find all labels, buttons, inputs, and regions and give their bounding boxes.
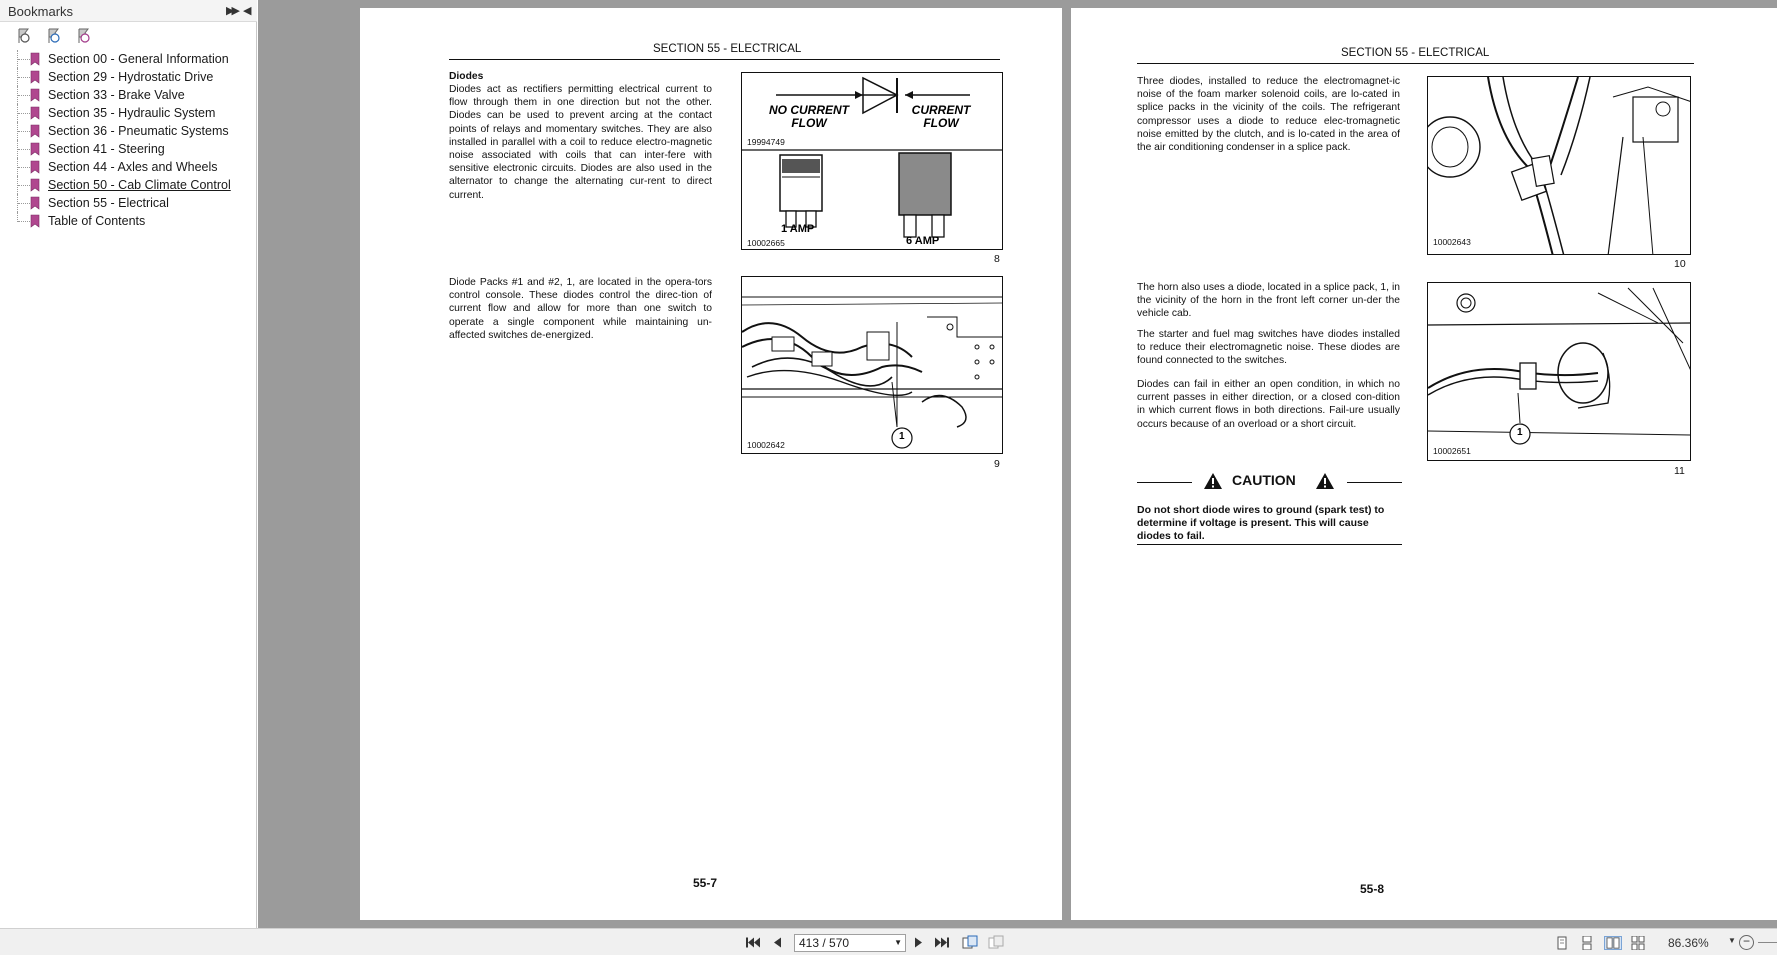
bookmark-icon	[30, 52, 40, 66]
section-header: SECTION 55 - ELECTRICAL	[1341, 47, 1490, 59]
document-view[interactable]	[258, 0, 1777, 928]
callout-1: 1	[1517, 427, 1523, 438]
bookmark-icon	[30, 160, 40, 174]
caution-rule-left	[1137, 482, 1192, 483]
next-page-icon[interactable]	[913, 935, 925, 950]
bookmark-label: Section 50 - Cab Climate Control	[48, 178, 231, 192]
bookmark-label: Section 55 - Electrical	[48, 196, 169, 210]
starter-paragraph: The starter and fuel mag switches have diodes installed to reduce their electromagnetic noise. These diodes are found connected to the switches.	[1137, 329, 1400, 367]
page-55-8	[1071, 8, 1777, 920]
bookmark-item[interactable]	[12, 176, 252, 194]
bookmark-options-icon[interactable]	[74, 27, 92, 45]
bookmark-item[interactable]	[12, 50, 252, 68]
bookmarks-header	[0, 0, 257, 22]
bookmark-item[interactable]	[12, 68, 252, 86]
no-current-line2: FLOW	[791, 116, 827, 130]
header-rule	[1137, 63, 1694, 64]
bookmark-label: Section 00 - General Information	[48, 52, 229, 66]
bookmark-label: Section 33 - Brake Valve	[48, 88, 185, 102]
figure-id-top: 19994749	[747, 137, 785, 147]
expand-panel-icon[interactable]: ▶▶	[226, 5, 237, 17]
console-wiring-illustration	[742, 277, 1003, 454]
bookmark-label: Section 44 - Axles and Wheels	[48, 160, 218, 174]
figure-id-bottom: 10002665	[747, 238, 785, 248]
expand-bookmarks-icon[interactable]	[14, 27, 32, 45]
bookmarks-panel	[0, 0, 257, 928]
current-line2: FLOW	[923, 116, 959, 130]
figure-11-id: 10002651	[1433, 446, 1471, 456]
bookmark-label: Section 36 - Pneumatic Systems	[48, 124, 229, 138]
continuous-view-icon[interactable]	[1580, 936, 1594, 950]
bookmark-item[interactable]	[12, 158, 252, 176]
previous-view-icon[interactable]	[962, 935, 978, 950]
figure-10-id: 10002643	[1433, 237, 1471, 247]
caution-bottom-rule	[1137, 544, 1402, 545]
figure-9-id: 10002642	[747, 440, 785, 450]
figure-8-number: 8	[994, 253, 1000, 265]
bookmark-label: Section 41 - Steering	[48, 142, 165, 156]
page-dropdown-icon[interactable]: ▼	[894, 938, 902, 947]
no-current-flow-label	[764, 104, 854, 130]
bookmarks-title: Bookmarks	[8, 4, 74, 19]
bookmark-icon	[30, 88, 40, 102]
caution-title: CAUTION	[1232, 472, 1296, 488]
current-line1: CURRENT	[911, 103, 971, 117]
page-number-input[interactable]	[794, 934, 906, 952]
figure-11-horn-splice	[1427, 282, 1691, 461]
first-page-icon[interactable]	[745, 935, 760, 950]
bookmark-item[interactable]	[12, 194, 252, 212]
find-bookmark-icon[interactable]	[44, 27, 62, 45]
zoom-out-icon[interactable]: −	[1739, 935, 1754, 950]
bookmark-icon	[30, 214, 40, 228]
zoom-dropdown-icon[interactable]: ▼	[1728, 936, 1736, 945]
warning-triangle-icon	[1315, 472, 1335, 490]
bottom-toolbar	[0, 928, 1777, 955]
diodes-heading: Diodes	[449, 71, 484, 82]
diodes-paragraph: Diodes act as rectifiers permitting electrical current to flow through them in one direction but not the other. Diodes can be used to prevent arcing at the contact points of relays and momentary switches. They are also installed in parallel with a coil to reduce electro-magnetic noise associated with coils that can inter-fere with sensitive electronic circuits. Diodes are also used in the alternator to change the alternating cur-rent to direct current.	[449, 84, 712, 201]
caution-banner	[1137, 470, 1402, 492]
figure-10-splice-pack	[1427, 76, 1691, 255]
bookmark-label: Section 35 - Hydraulic System	[48, 106, 216, 120]
page-55-7	[360, 8, 1062, 920]
bookmark-icon	[30, 196, 40, 210]
bookmark-item[interactable]	[12, 122, 252, 140]
figure-9-number: 9	[994, 458, 1000, 470]
continuous-facing-view-icon[interactable]	[1631, 936, 1645, 950]
bookmark-item[interactable]	[12, 86, 252, 104]
page-indicator: 413 / 570	[799, 936, 850, 950]
diode-packs-paragraph: Diode Packs #1 and #2, 1, are located in the opera-tors control console. These diodes control the direc-tion of current flow and allow for more than one switch to operate a single component while maintaining un-affected switches de-energized.	[449, 277, 712, 341]
collapse-panel-icon[interactable]: ◀	[243, 5, 252, 17]
horn-splice-illustration	[1428, 283, 1691, 461]
fail-paragraph: Diodes can fail in either an open condition, in which no current passes in either direction, or a closed con-dition in which current flows in both directions. Fail-ure usually occurs because of an overload or a short circuit.	[1137, 379, 1400, 430]
six-amp-label: 6 AMP	[906, 235, 940, 247]
horn-paragraph: The horn also uses a diode, located in a splice pack, 1, in the vicinity of the horn in the front left corner un-der the vehicle cab.	[1137, 282, 1400, 320]
three-diodes-paragraph: Three diodes, installed to reduce the electromagnet-ic noise of the foam marker solenoid coils, are lo-cated in splice packs in the vicinity of the coils. The refrigerant compressor uses a diode to reduce elec-tromagnetic noise emitted by the clutch, and is lo-cated in the area of the air conditioning condenser in a splice pack.	[1137, 76, 1400, 154]
callout-1: 1	[899, 431, 905, 442]
zoom-level[interactable]: 86.36%	[1668, 936, 1709, 950]
zoom-slider[interactable]	[1758, 942, 1777, 943]
figure-11-number: 11	[1674, 465, 1685, 477]
bookmark-icon	[30, 178, 40, 192]
bookmark-icon	[30, 124, 40, 138]
bookmark-item[interactable]	[12, 104, 252, 122]
caution-body: Do not short diode wires to ground (spark test) to determine if voltage is present. This will cause diodes to fail.	[1137, 504, 1385, 543]
bookmark-icon	[30, 106, 40, 120]
bookmark-label: Section 29 - Hydrostatic Drive	[48, 70, 214, 84]
previous-page-icon[interactable]	[771, 935, 783, 950]
section-header: SECTION 55 - ELECTRICAL	[653, 43, 802, 55]
bookmark-label: Table of Contents	[48, 214, 146, 228]
bookmarks-list	[12, 50, 252, 230]
bookmark-icon	[30, 70, 40, 84]
page-number: 55-8	[1360, 882, 1385, 896]
bookmark-item[interactable]	[12, 140, 252, 158]
single-page-view-icon[interactable]	[1555, 936, 1569, 950]
header-rule	[449, 59, 1000, 60]
current-flow-label	[900, 104, 982, 130]
next-view-icon[interactable]	[988, 935, 1004, 950]
one-amp-label: 1 AMP	[781, 223, 815, 235]
bookmark-item[interactable]	[12, 212, 252, 230]
last-page-icon[interactable]	[935, 935, 950, 950]
caution-rule-right	[1347, 482, 1402, 483]
page-number: 55-7	[693, 876, 718, 890]
facing-pages-view-icon[interactable]	[1604, 936, 1622, 950]
figure-10-number: 10	[1674, 258, 1686, 270]
bookmarks-toolbar	[0, 23, 257, 49]
bookmark-icon	[30, 142, 40, 156]
figure-9-console-wiring	[741, 276, 1003, 454]
no-current-line1: NO CURRENT	[769, 103, 849, 117]
warning-triangle-icon	[1203, 472, 1223, 490]
figure-8-diode-symbol	[741, 72, 1003, 250]
splice-pack-illustration	[1428, 77, 1691, 255]
